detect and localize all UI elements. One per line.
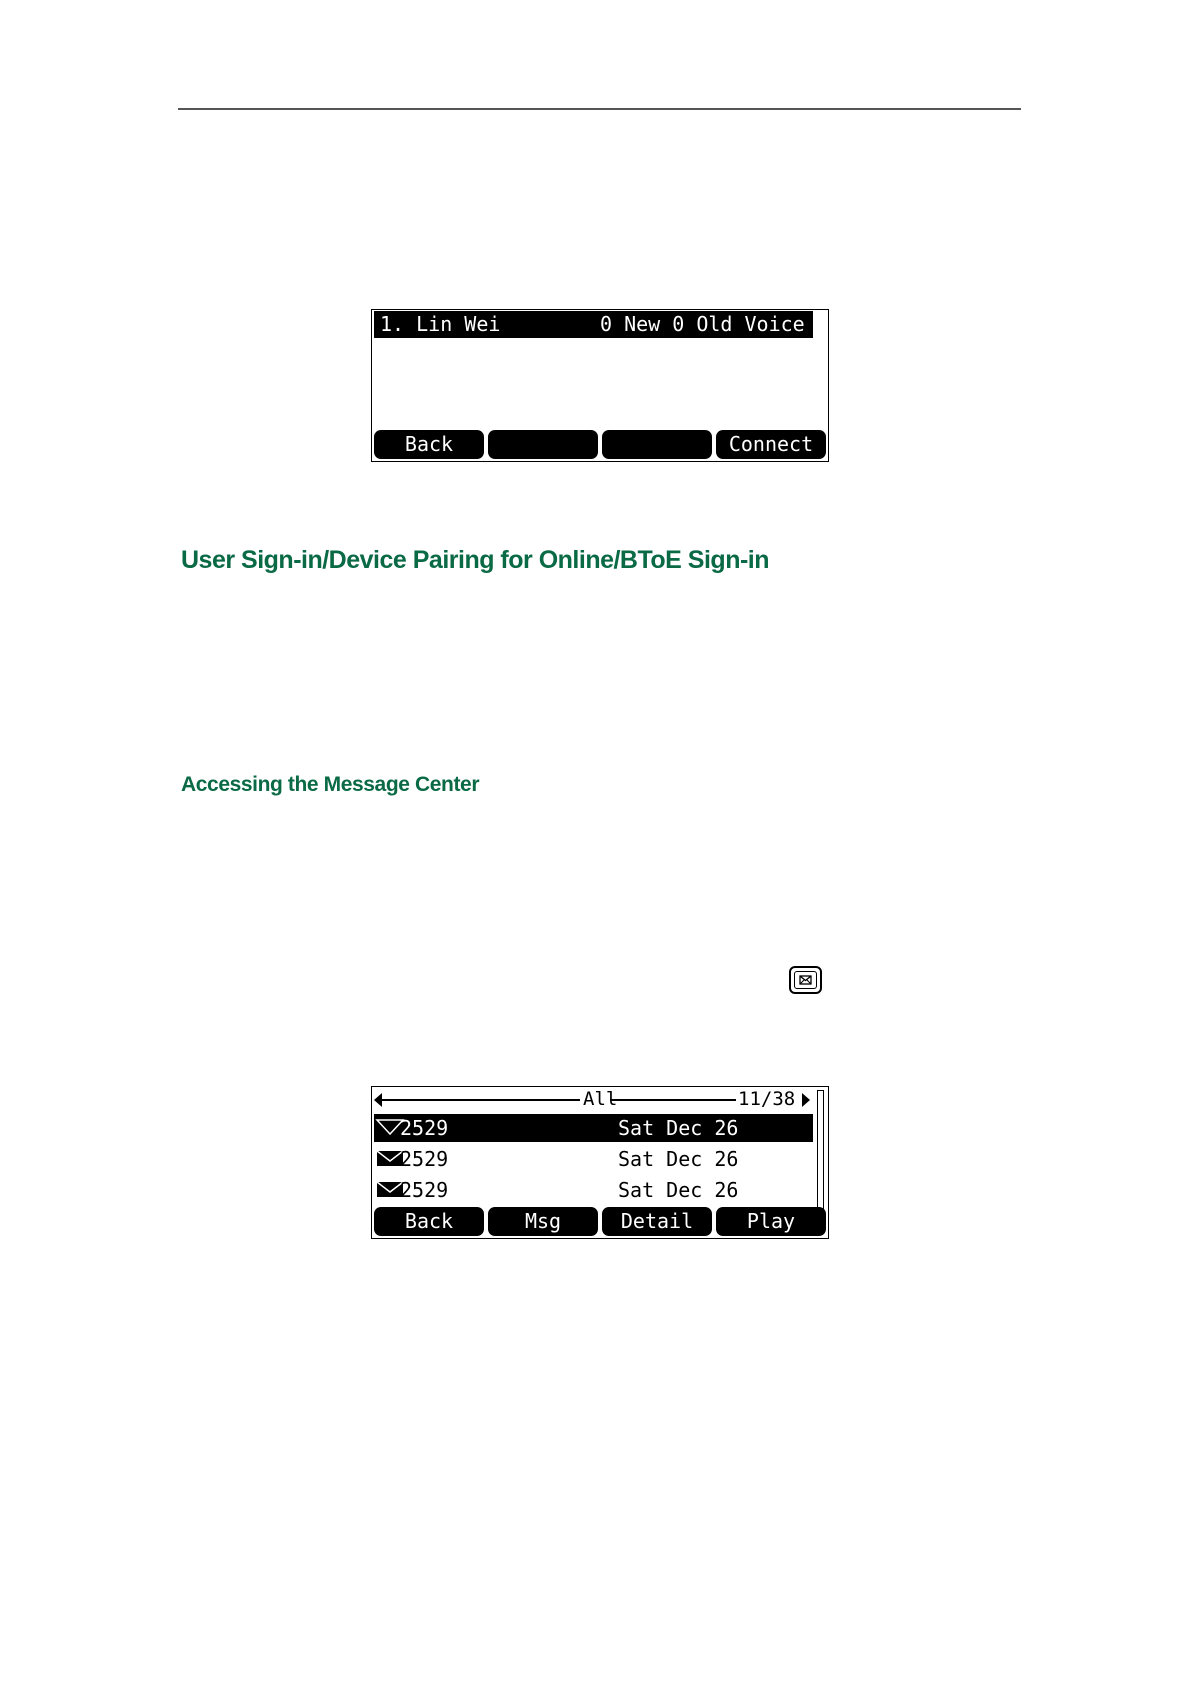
msg-softkey[interactable]: Msg bbox=[488, 1207, 598, 1236]
right-arrow-icon[interactable] bbox=[802, 1093, 810, 1107]
voicemail-date: Sat Dec 26 bbox=[618, 1178, 739, 1202]
tab-all[interactable]: All bbox=[583, 1088, 618, 1110]
scrollbar[interactable] bbox=[817, 1090, 824, 1209]
account-name: 1. Lin Wei bbox=[380, 312, 501, 336]
voicemail-count: 0 New 0 Old Voice Ma bbox=[600, 312, 841, 336]
voicemail-row[interactable] bbox=[374, 1114, 813, 1142]
voicemail-number: 2529 bbox=[400, 1116, 449, 1140]
play-softkey[interactable]: Play bbox=[716, 1207, 826, 1236]
softkey-bar bbox=[374, 430, 826, 459]
connect-softkey[interactable]: Connect bbox=[716, 430, 826, 459]
page-indicator: 11/38 bbox=[738, 1088, 796, 1110]
phone-screen-voicemail-account bbox=[371, 309, 841, 462]
voicemail-date: Sat Dec 26 bbox=[618, 1116, 739, 1140]
softkey-bar bbox=[374, 1207, 826, 1236]
subsection-heading: Accessing the Message Center bbox=[181, 773, 480, 796]
voicemail-row[interactable] bbox=[374, 1176, 813, 1204]
tab-bar bbox=[372, 1088, 814, 1112]
voicemail-number: 2529 bbox=[400, 1147, 449, 1171]
header-rule bbox=[178, 108, 1021, 110]
back-softkey[interactable]: Back bbox=[374, 430, 484, 459]
detail-softkey[interactable]: Detail bbox=[602, 1207, 712, 1236]
voicemail-row[interactable] bbox=[374, 1145, 813, 1173]
blank-softkey-2[interactable] bbox=[488, 430, 598, 459]
blank-softkey-3[interactable] bbox=[602, 430, 712, 459]
message-key-icon[interactable] bbox=[789, 966, 822, 994]
voicemail-date: Sat Dec 26 bbox=[618, 1147, 739, 1171]
section-heading: User Sign-in/Device Pairing for Online/BToE Sign-in bbox=[181, 546, 770, 574]
back-softkey[interactable]: Back bbox=[374, 1207, 484, 1236]
phone-screen-voicemail-list bbox=[371, 1086, 829, 1239]
voicemail-number: 2529 bbox=[400, 1178, 449, 1202]
left-arrow-icon[interactable] bbox=[374, 1093, 382, 1107]
account-title-bar[interactable] bbox=[374, 311, 841, 338]
envelope-icon bbox=[791, 968, 820, 992]
